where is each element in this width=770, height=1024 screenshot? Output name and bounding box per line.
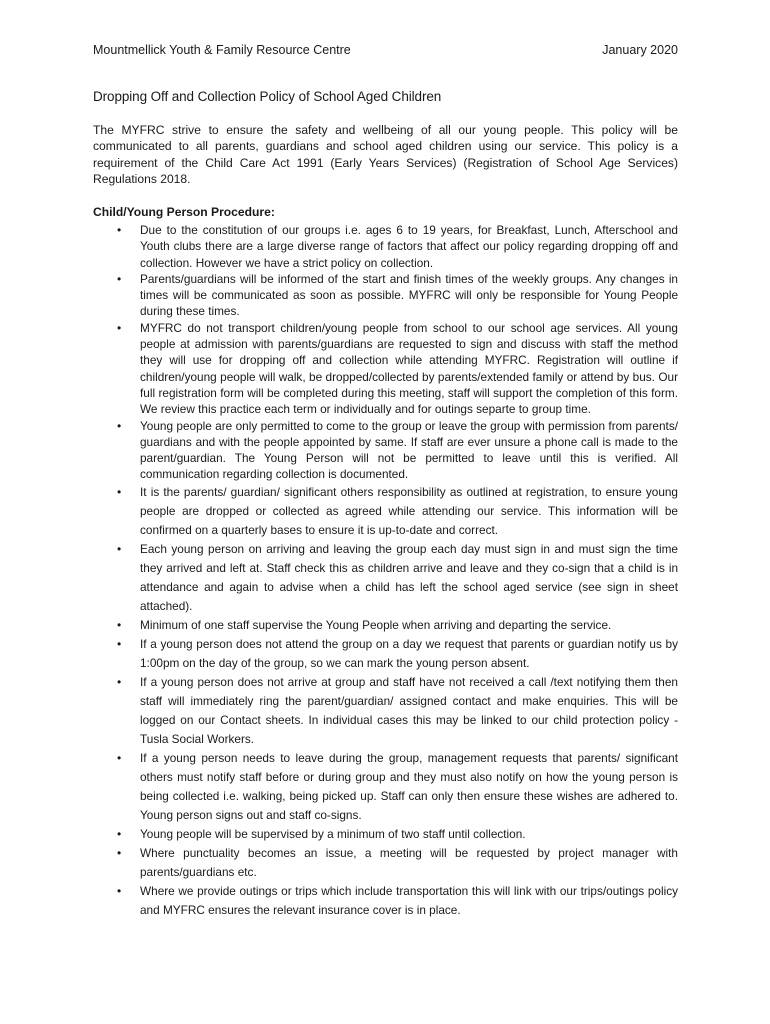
section-heading: Child/Young Person Procedure: bbox=[93, 205, 275, 219]
list-item: • Minimum of one staff supervise the Young People when arriving and departing the service. bbox=[93, 616, 678, 635]
list-item: • Where punctuality becomes an issue, a meeting will be requested by project manager with parents/guardians etc. bbox=[93, 844, 678, 882]
document-date: January 2020 bbox=[602, 43, 678, 57]
list-item: • If a young person does not attend the group on a day we request that parents or guardian notify us by 1:00pm on the day of the group, so we can mark the young person absent. bbox=[93, 635, 678, 673]
list-item: • If a young person does not arrive at group and staff have not received a call /text notifying them then staff will immediately ring the parent/guardian/ assigned contact and make enquiries. This will be logged on our Contact sheets. In individual cases this may be linked to our child protection policy - Tusla Social Workers. bbox=[93, 673, 678, 749]
list-item: • Parents/guardians will be informed of the start and finish times of the weekly groups. Any changes in times will be communicated as soon as possible. MYFRC will only be responsible for Young People during these times. bbox=[93, 271, 678, 320]
list-item: • It is the parents/ guardian/ significant others responsibility as outlined at registration, to ensure young people are dropped or collected as agreed while attending our service. This information will be confirmed on a quarterly bases to ensure it is up-to-date and correct. bbox=[93, 483, 678, 540]
list-item: • MYFRC do not transport children/young people from school to our school age services. All young people at admission with parents/guardians are requested to sign and discuss with staff the method they will use for dropping off and collection while attending MYFRC. Registration will outline if children/young people will walk, be dropped/collected by parents/extended family or attend by bus. Our full registration form will be completed during this meeting, staff will support the completion of this form. We review this practice each term or individually and for outings separte to group time. bbox=[93, 320, 678, 418]
page-header bbox=[93, 43, 678, 57]
procedure-list bbox=[93, 222, 678, 920]
list-item: • Where we provide outings or trips which include transportation this will link with our trips/outings policy and MYFRC ensures the relevant insurance cover is in place. bbox=[93, 882, 678, 920]
organisation-name: Mountmellick Youth & Family Resource Centre bbox=[93, 43, 351, 57]
intro-paragraph: The MYFRC strive to ensure the safety and wellbeing of all our young people. This policy will be communicated to all parents, guardians and school aged children using our service. This policy is a requirement of the Child Care Act 1991 (Early Years Services) (Registration of School Age Services) Regulations 2018. bbox=[93, 123, 678, 186]
list-item: • Young people are only permitted to come to the group or leave the group with permission from parents/ guardians and with the people appointed by same. If staff are ever unsure a phone call is made to the parent/guardian. The Young Person will not be permitted to leave until this is verified. All communication regarding collection is documented. bbox=[93, 418, 678, 483]
list-item: • Each young person on arriving and leaving the group each day must sign in and must sign the time they arrived and left at. Staff check this as children arrive and leave and they co-sign that a child is in attendance and again to advise when a child has left the school aged service (see sign in sheet attached). bbox=[93, 540, 678, 616]
list-item: • Due to the constitution of our groups i.e. ages 6 to 19 years, for Breakfast, Lunch, Afterschool and Youth clubs there are a large diverse range of factors that affect our policy regarding dropping off and collection. However we have a strict policy on collection. bbox=[93, 222, 678, 271]
document-title: Dropping Off and Collection Policy of School Aged Children bbox=[93, 89, 442, 104]
list-item: • Young people will be supervised by a minimum of two staff until collection. bbox=[93, 825, 678, 844]
list-item: • If a young person needs to leave during the group, management requests that parents/ significant others must notify staff before or during group and they must also notify on how the young person is being collected i.e. walking, being picked up. Staff can only then ensure these wishes are adhered to. Young person signs out and staff co-signs. bbox=[93, 749, 678, 825]
